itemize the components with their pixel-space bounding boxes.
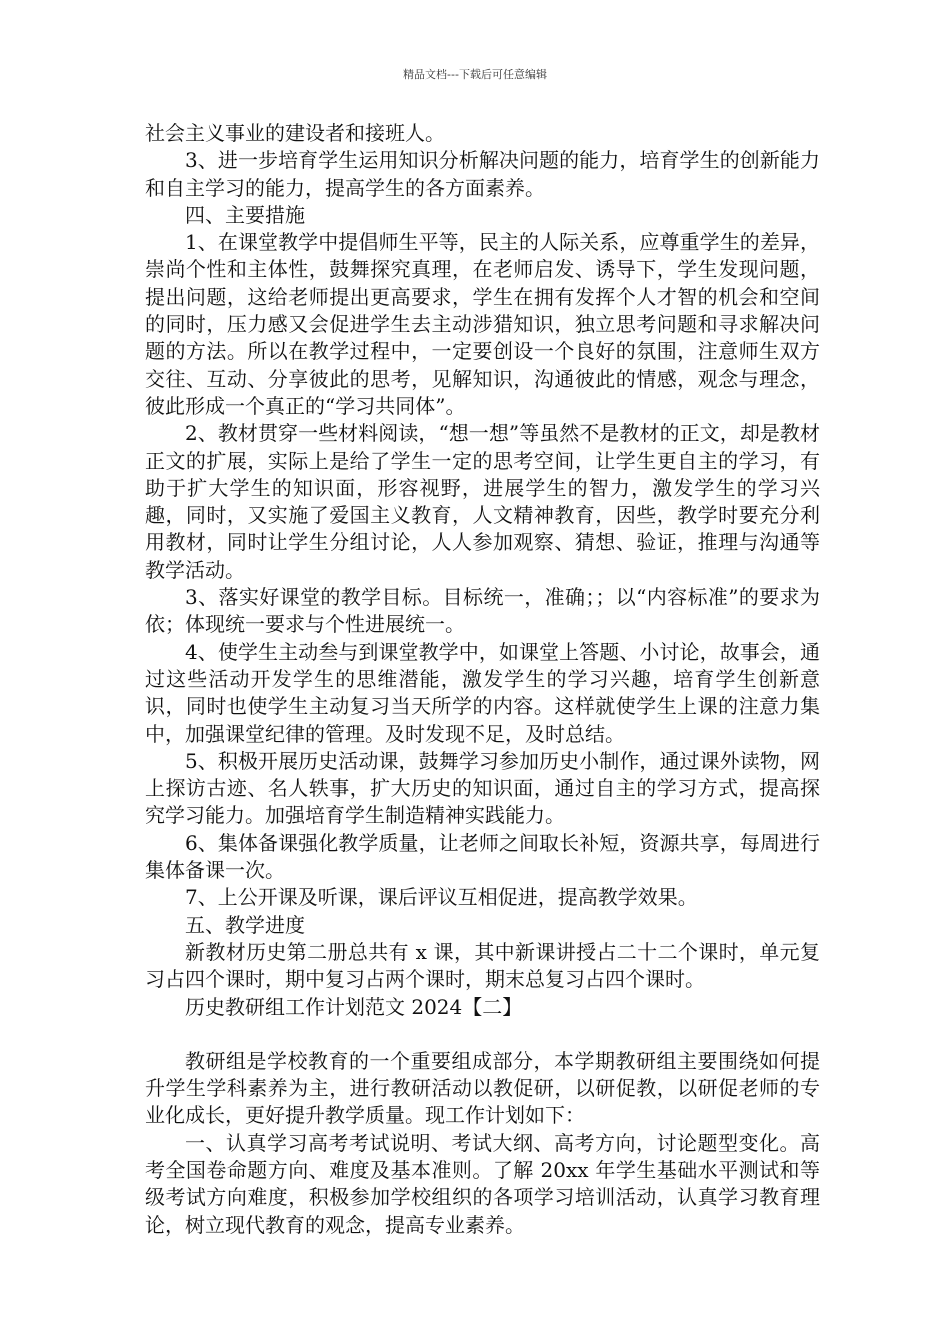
paragraph: 7、上公开课及听课，课后评议互相促进，提高教学效果。 [185, 885, 698, 910]
paragraph: 6、集体备课强化教学质量，让老师之间取长补短，资源共享，每周进行集体备课一次。 [145, 830, 820, 883]
document-body [145, 120, 820, 1239]
paragraph: 4、使学生主动叁与到课堂教学中，如课堂上答题、小讨论，故事会，通过这些活动开发学生的思维潜能，激发学生的学习兴趣，培育学生创新意识，同时也使学生主动复习当天所学的内容。这样就使学生上课的注意力集中，加强课堂纪律的管理。及时发现不足，及时总结。 [145, 639, 820, 746]
paragraph: 3、进一步培育学生运用知识分析解决问题的能力，培育学生的创新能力和自主学习的能力，提高学生的各方面素养。 [145, 148, 820, 200]
page-header: 精品文档---下载后可任意编辑 [403, 68, 547, 81]
paragraph: 1、在课堂教学中提倡师生平等，民主的人际关系，应尊重学生的差异，崇尚个性和主体性，鼓舞探究真理，在老师启发、诱导下，学生发现问题，提出问题，这给老师提出更高要求，学生在拥有发挥个人才智的机会和空间的同时，压力感又会促进学生去主动涉猎知识，独立思考问题和寻求解决问题的方法。所以在教学过程中，一定要创设一个良好的氛围，注意师生双方交往、互动、分享彼此的思考，见解知识，沟通彼此的情感，观念与理念，彼此形成一个真正的“学习共同体”。 [145, 230, 820, 418]
paragraph: 教研组是学校教育的一个重要组成部分，本学期教研组主要围绕如何提升学生学科素养为主，进行教研活动以教促研，以研促教，以研促老师的专业化成长，更好提升教学质量。现工作计划如下： [145, 1048, 820, 1128]
paragraph: 一、认真学习高考考试说明、考试大纲、高考方向，讨论题型变化。高考全国卷命题方向、难度及基本准则。了解 20xx 年学生基础水平测试和等级考试方向难度，积极参加学校组织的各项学习培训活动，认真学习教育理论，树立现代教育的观念，提高专业素养。 [145, 1130, 820, 1237]
paragraph: 3、落实好课堂的教学目标。目标统一，准确；；以“内容标准”的要求为依；体现统一要求与个性进展统一。 [145, 585, 820, 637]
paragraph: 新教材历史第二册总共有 x 课，其中新课讲授占二十二个课时，单元复习占四个课时，期中复习占两个课时，期末总复习占四个课时。 [145, 939, 820, 992]
paragraph: 社会主义事业的建设者和接班人。 [145, 121, 445, 145]
paragraph: 5、积极开展历史活动课，鼓舞学习参加历史小制作，通过课外读物，网上探访古迹、名人轶事，扩大历史的知识面，通过自主的学习方式，提高探究学习能力。加强培育学生制造精神实践能力。 [145, 748, 820, 828]
section-heading: 五、教学进度 [185, 912, 305, 937]
blank-line [145, 1021, 820, 1048]
section-heading: 四、主要措施 [185, 202, 305, 227]
paragraph: 2、教材贯穿一些材料阅读，“想一想”等虽然不是教材的正文，却是教材正文的扩展，实际上是给了学生一定的思考空间，让学生更自主的学习，有助于扩大学生的知识面，形容视野，进展学生的智力，激发学生的学习兴趣，同时，又实施了爱国主义教育，人文精神教育，因些，教学时要充分利用教材，同时让学生分组讨论，人人参加观察、猜想、验证，推理与沟通等教学活动。 [145, 421, 820, 582]
document-subtitle: 历史教研组工作计划范文 2024【二】 [185, 994, 523, 1019]
